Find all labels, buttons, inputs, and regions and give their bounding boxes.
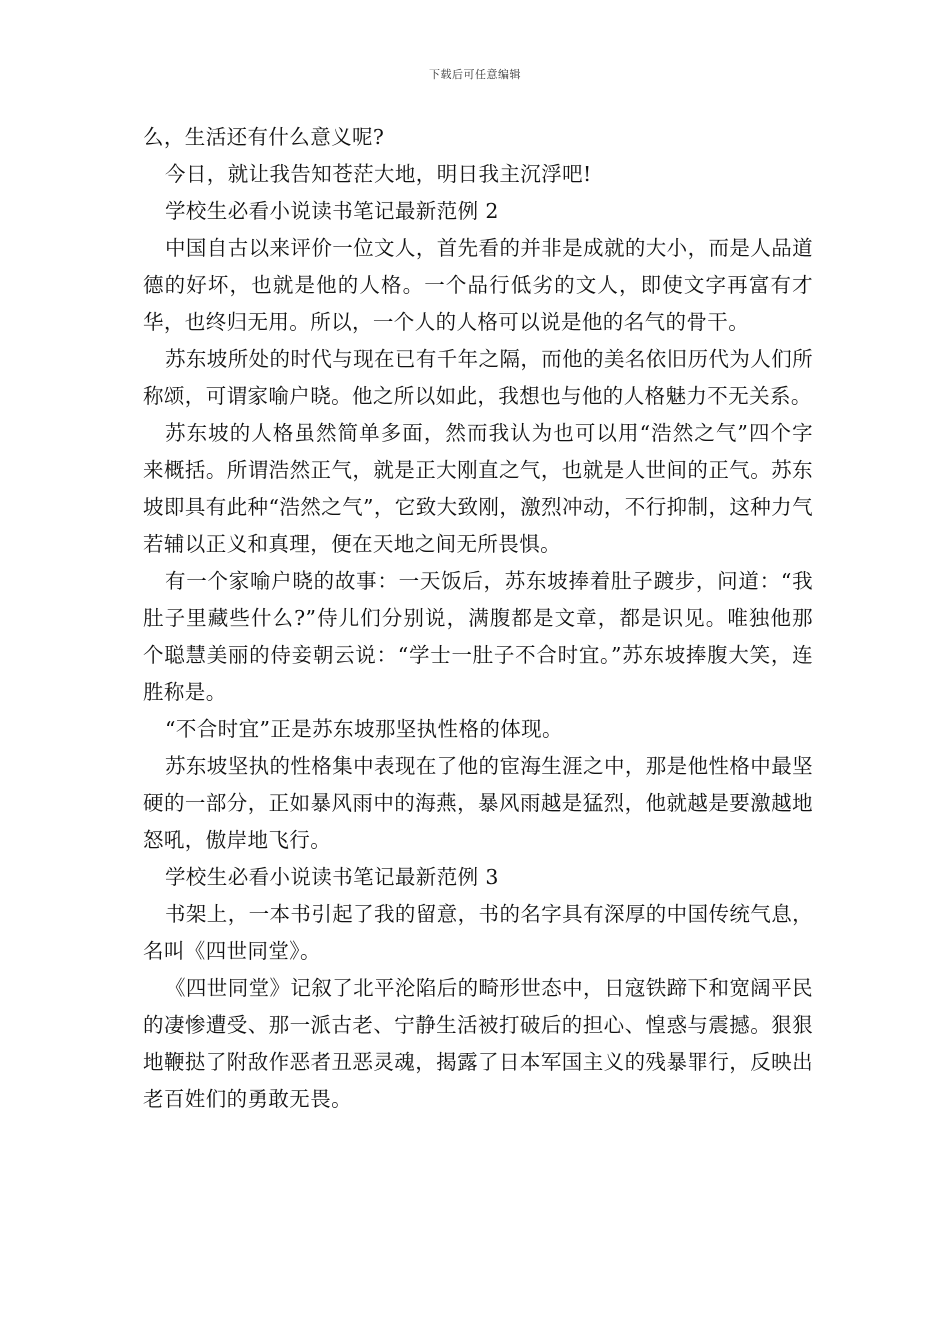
paragraph-2: 今日，就让我告知苍茫大地，明日我主沉浮吧!: [165, 162, 592, 186]
paragraph-8: 苏东坡坚执的性格集中表现在了他的宦海生涯之中，那是他性格中最坚硬的一部分，正如暴风雨中的海燕，暴风雨越是猛烈，他就越是要激越地怒吼，傲岸地飞行。: [143, 754, 813, 852]
paragraph-5: 苏东坡的人格虽然简单多面，然而我认为也可以用“浩然之气”四个字来概括。所谓浩然正气，就是正大刚直之气，也就是人世间的正气。苏东坡即具有此种“浩然之气”，它致大致刚，激烈冲动，不行抑制，这种力气若辅以正义和真理，便在天地之间无所畏惧。: [143, 421, 813, 556]
paragraph-4: 苏东坡所处的时代与现在已有千年之隔，而他的美名依旧历代为人们所称颂，可谓家喻户晓。他之所以如此，我想也与他的人格魅力不无关系。: [143, 347, 813, 408]
paragraph-9: 书架上，一本书引起了我的留意，书的名字具有深厚的中国传统气息，名叫《四世同堂》。: [143, 902, 813, 963]
paragraph-1: 么，生活还有什么意义呢?: [143, 125, 385, 149]
paragraph-3: 中国自古以来评价一位文人，首先看的并非是成就的大小，而是人品道德的好坏，也就是他的人格。一个品行低劣的文人，即使文字再富有才华，也终归无用。所以，一个人的人格可以说是他的名气的骨干。: [143, 236, 813, 334]
document-body: [143, 119, 813, 1118]
paragraph-7: “不合时宜”正是苏东坡那坚执性格的体现。: [165, 717, 563, 741]
page-header: 下载后可任意编辑: [429, 68, 521, 81]
section-heading-3: 学校生必看小说读书笔记最新范例 3: [165, 865, 499, 889]
paragraph-6: 有一个家喻户晓的故事：一天饭后，苏东坡捧着肚子踱步，问道：“我肚子里藏些什么?”侍儿们分别说，满腹都是文章，都是识见。唯独他那个聪慧美丽的侍妾朝云说：“学士一肚子不合时宜。”苏东坡捧腹大笑，连胜称是。: [143, 569, 813, 704]
section-heading-2: 学校生必看小说读书笔记最新范例 2: [165, 199, 499, 223]
paragraph-10: 《四世同堂》记叙了北平沦陷后的畸形世态中，日寇铁蹄下和宽阔平民的凄惨遭受、那一派古老、宁静生活被打破后的担心、惶惑与震撼。狠狠地鞭挞了附敌作恶者丑恶灵魂，揭露了日本军国主义的残暴罪行，反映出老百姓们的勇敢无畏。: [143, 976, 813, 1111]
